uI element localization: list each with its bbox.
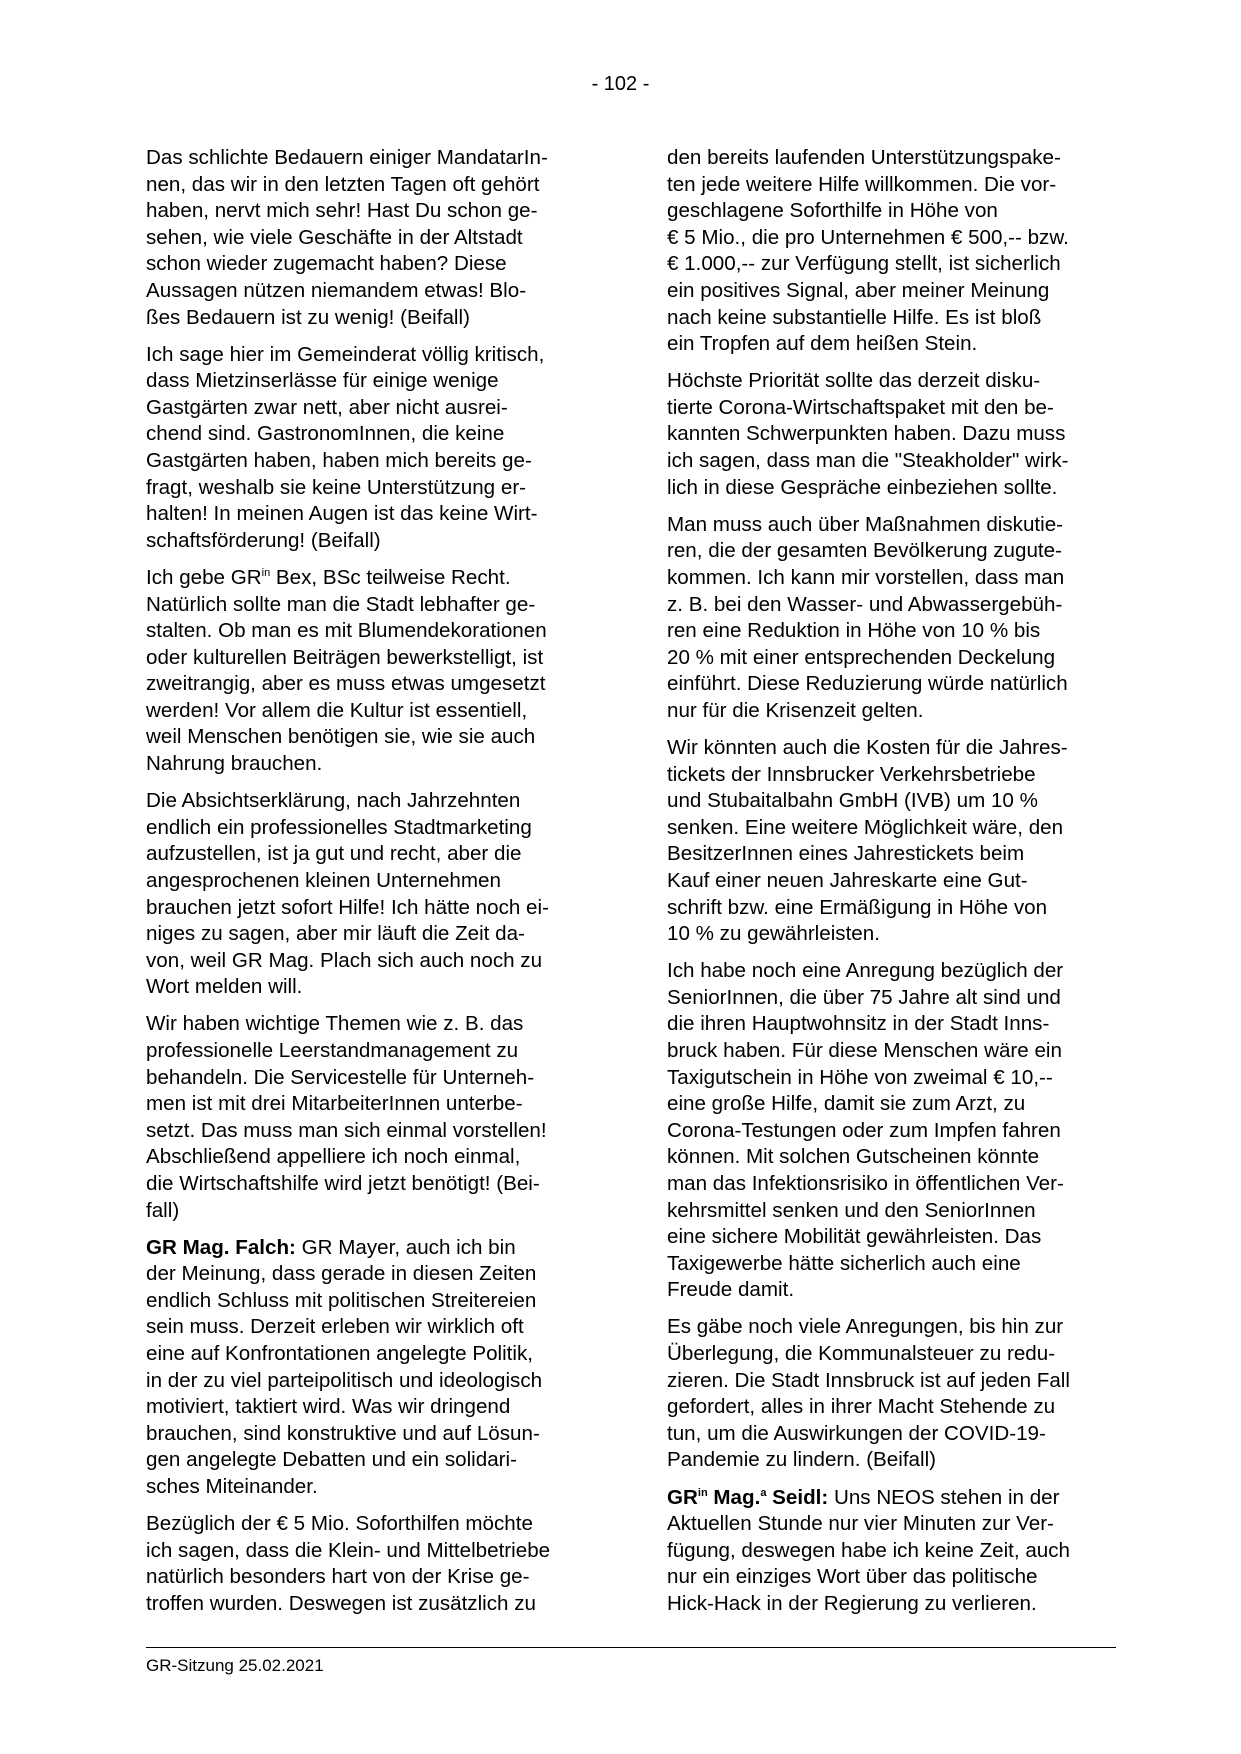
superscript: in	[261, 566, 271, 579]
line-text: fragt, weshalb sie keine Unterstützung er-	[146, 475, 527, 499]
text-line	[146, 724, 594, 751]
line-text: kehrsmittel senken und den SeniorInnen	[667, 1198, 1036, 1222]
line-text: Nahrung brauchen.	[146, 752, 323, 776]
line-text: weil Menschen benötigen sie, wie sie auch	[146, 725, 536, 749]
line-text: Das schlichte Bedauern einiger MandatarIn-	[146, 146, 548, 169]
text-line	[667, 788, 1115, 815]
line-text: Abschließend appelliere ich noch einmal,	[146, 1145, 521, 1169]
line-text: und Stubaitalbahn GmbH (IVB) um 10 %	[667, 789, 1038, 813]
line-text: endlich Schluss mit politischen Streitereien	[146, 1288, 537, 1312]
speaker-name: Mag.	[707, 1485, 761, 1509]
footer-divider	[146, 1647, 1116, 1648]
right-column	[667, 145, 1115, 1628]
line-text: setzt. Das muss man sich einmal vorstellen!	[146, 1118, 547, 1142]
line-text: nur für die Krisenzeit gelten.	[667, 698, 924, 722]
text-line	[146, 1288, 594, 1315]
text-line	[146, 895, 594, 922]
text-line	[146, 1198, 594, 1225]
line-text: eine sichere Mobilität gewährleisten. Das	[667, 1225, 1042, 1249]
line-text: ein Tropfen auf dem heißen Stein.	[667, 332, 978, 356]
line-text: niges zu sagen, aber mir läuft die Zeit da-	[146, 922, 525, 946]
text-line	[667, 198, 1115, 225]
text-line	[667, 735, 1115, 762]
text-line	[667, 1171, 1115, 1198]
line-text: Gastgärten haben, haben mich bereits ge-	[146, 449, 532, 473]
line-text: schon wieder zugemacht haben? Diese	[146, 252, 507, 276]
text-line	[667, 645, 1115, 672]
text-line	[667, 305, 1115, 332]
text-line	[146, 198, 594, 225]
line-text: Taxigewerbe hätte sicherlich auch eine	[667, 1251, 1021, 1275]
line-text: € 1.000,-- zur Verfügung stellt, ist sicherlich	[667, 252, 1061, 276]
line-text: troffen wurden. Deswegen ist zusätzlich zu	[146, 1591, 536, 1615]
line-text: GR Mayer, auch ich bin	[301, 1235, 516, 1259]
text-line	[146, 1421, 594, 1448]
paragraph	[667, 512, 1115, 725]
line-text: Höchste Priorität sollte das derzeit disku-	[667, 369, 1041, 393]
text-line	[667, 671, 1115, 698]
line-text: ich sagen, dass die Klein- und Mittelbetriebe	[146, 1538, 551, 1562]
text-line	[667, 958, 1115, 985]
text-line	[667, 1144, 1115, 1171]
text-line	[146, 1038, 594, 1065]
paragraph	[667, 958, 1115, 1304]
text-line	[667, 762, 1115, 789]
line-text: zweitrangig, aber es muss etwas umgesetzt	[146, 672, 546, 696]
text-line	[667, 1341, 1115, 1368]
text-line	[667, 1198, 1115, 1225]
line-text: Hick-Hack in der Regierung zu verlieren.	[667, 1591, 1037, 1615]
line-text: endlich ein professionelles Stadtmarketing	[146, 815, 532, 839]
line-text: fügung, deswegen habe ich keine Zeit, auch	[667, 1538, 1071, 1562]
text-line	[146, 278, 594, 305]
line-text: 20 % mit einer entsprechenden Deckelung	[667, 645, 1056, 669]
line-text: tickets der Innsbrucker Verkehrsbetriebe	[667, 762, 1036, 786]
text-line	[667, 868, 1115, 895]
text-line	[667, 1224, 1115, 1251]
text-line	[667, 841, 1115, 868]
text-line	[667, 1564, 1115, 1591]
text-line	[667, 251, 1115, 278]
line-text: brauchen jetzt sofort Hilfe! Ich hätte noch ei-	[146, 895, 549, 919]
paragraph	[146, 145, 594, 331]
text-line	[667, 1511, 1115, 1538]
text-line	[146, 1011, 594, 1038]
line-text: dass Mietzinserlässe für einige wenige	[146, 369, 499, 393]
paragraph	[667, 145, 1115, 358]
line-text: motiviert, taktiert wird. Was wir dringend	[146, 1395, 511, 1419]
footer-session-date: GR-Sitzung 25.02.2021	[146, 1656, 324, 1675]
text-line	[667, 368, 1115, 395]
line-text: Überlegung, die Kommunalsteuer zu redu-	[667, 1342, 1056, 1366]
line-text: professionelle Leerstandmanagement zu	[146, 1039, 519, 1062]
line-text: lich in diese Gespräche einbeziehen sollte.	[667, 475, 1058, 499]
line-text: 10 % zu gewährleisten.	[667, 922, 880, 946]
line-text: der Meinung, dass gerade in diesen Zeiten	[146, 1262, 537, 1286]
text-line	[146, 974, 594, 1001]
line-text: man das Infektionsrisiko in öffentlichen Ver-	[667, 1171, 1064, 1195]
line-text: sehen, wie viele Geschäfte in der Altstadt	[146, 225, 523, 249]
paragraph	[146, 788, 594, 1001]
paragraph	[667, 1485, 1115, 1618]
line-text: Die Absichtserklärung, nach Jahrzehnten	[146, 789, 521, 813]
text-line	[146, 1341, 594, 1368]
line-text: Aktuellen Stunde nur vier Minuten zur Ver-	[667, 1512, 1054, 1536]
text-line	[146, 1447, 594, 1474]
line-text: BesitzerInnen eines Jahrestickets beim	[667, 842, 1025, 866]
text-line	[146, 1144, 594, 1171]
text-line	[667, 1421, 1115, 1448]
line-text: ßes Bedauern ist zu wenig! (Beifall)	[146, 305, 470, 329]
paragraph	[146, 1235, 594, 1501]
text-line	[667, 448, 1115, 475]
text-line	[146, 618, 594, 645]
text-line	[146, 1235, 594, 1262]
text-line	[667, 1314, 1115, 1341]
text-line	[146, 1538, 594, 1565]
left-column	[146, 145, 594, 1628]
text-line	[146, 145, 594, 172]
text-line	[667, 698, 1115, 725]
line-text: ten jede weitere Hilfe willkommen. Die vor-	[667, 172, 1057, 196]
line-text: behandeln. Die Servicestelle für Unterneh-	[146, 1065, 535, 1089]
text-line	[667, 1447, 1115, 1474]
text-line	[667, 331, 1115, 358]
text-line	[667, 1091, 1115, 1118]
line-text: Gastgärten zwar nett, aber nicht ausrei-	[146, 395, 508, 419]
text-line	[667, 921, 1115, 948]
text-line	[146, 395, 594, 422]
line-text: senken. Eine weitere Möglichkeit wäre, den	[667, 815, 1064, 839]
text-line	[146, 1474, 594, 1501]
text-line	[146, 815, 594, 842]
line-text: tierte Corona-Wirtschaftspaket mit den be-	[667, 395, 1054, 419]
text-line	[146, 172, 594, 199]
line-text: werden! Vor allem die Kultur ist essentiell,	[146, 698, 528, 722]
text-line	[667, 1538, 1115, 1565]
paragraph	[667, 368, 1115, 501]
text-line	[146, 1261, 594, 1288]
text-line	[146, 1091, 594, 1118]
text-line	[667, 421, 1115, 448]
speaker-name: Seidl:	[766, 1485, 829, 1509]
line-text: gen angelegte Debatten und ein solidari-	[146, 1448, 517, 1472]
line-text: oder kulturellen Beiträgen bewerkstelligt, ist	[146, 645, 544, 669]
text-line	[146, 368, 594, 395]
text-line	[146, 698, 594, 725]
line-text: nach keine substantielle Hilfe. Es ist bloß	[667, 305, 1042, 329]
text-line	[667, 145, 1115, 172]
line-text: zieren. Die Stadt Innsbruck ist auf jeden Fall	[667, 1368, 1070, 1392]
text-line	[667, 1485, 1115, 1512]
text-line	[667, 815, 1115, 842]
line-text: Freude damit.	[667, 1278, 795, 1302]
text-line	[146, 1171, 594, 1198]
text-line	[146, 921, 594, 948]
line-text: brauchen, sind konstruktive und auf Lösun-	[146, 1421, 540, 1445]
line-text: Kauf einer neuen Jahreskarte eine Gut-	[667, 868, 1028, 892]
text-line	[667, 1394, 1115, 1421]
text-line	[146, 1368, 594, 1395]
speaker-name: GR Mag. Falch:	[146, 1235, 296, 1259]
line-text: bruck haben. Für diese Menschen wäre ein	[667, 1039, 1062, 1062]
line-text: Wir haben wichtige Themen wie z. B. das	[146, 1012, 524, 1036]
paragraph	[667, 1314, 1115, 1474]
text-line	[667, 1065, 1115, 1092]
text-line	[667, 565, 1115, 592]
text-line	[667, 1591, 1115, 1618]
line-text: nen, das wir in den letzten Tagen oft gehört	[146, 172, 540, 196]
line-text: sches Miteinander.	[146, 1475, 318, 1498]
text-line	[146, 592, 594, 619]
line-text: sein muss. Derzeit erleben wir wirklich oft	[146, 1315, 524, 1339]
text-line	[146, 421, 594, 448]
text-line	[667, 512, 1115, 539]
line-text: Corona-Testungen oder zum Impfen fahren	[667, 1118, 1061, 1142]
text-line	[146, 671, 594, 698]
superscript: a	[760, 1486, 767, 1499]
text-line	[146, 475, 594, 502]
line-text: schrift bzw. eine Ermäßigung in Höhe von	[667, 895, 1048, 919]
text-line	[146, 1065, 594, 1092]
line-text: ich sagen, dass man die "Steakholder" wirk-	[667, 449, 1069, 473]
text-line	[667, 475, 1115, 502]
line-text: fall)	[146, 1198, 180, 1222]
line-text: Ich sage hier im Gemeinderat völlig kritisch,	[146, 342, 545, 366]
line-text: Es gäbe noch viele Anregungen, bis hin zur	[667, 1315, 1064, 1339]
text-line	[667, 225, 1115, 252]
text-line	[667, 895, 1115, 922]
line-text: Natürlich sollte man die Stadt lebhafter ge-	[146, 592, 536, 616]
line-text: nur ein einziges Wort über das politische	[667, 1565, 1038, 1589]
text-line	[146, 1314, 594, 1341]
page-number: - 102 -	[591, 73, 650, 95]
text-line	[146, 448, 594, 475]
line-text: schaftsförderung! (Beifall)	[146, 528, 381, 552]
text-line	[667, 1038, 1115, 1065]
line-text: Ich habe noch eine Anregung bezüglich der	[667, 959, 1064, 983]
text-line	[667, 1011, 1115, 1038]
line-text: tun, um die Auswirkungen der COVID-19-	[667, 1421, 1046, 1445]
line-text: SeniorInnen, die über 75 Jahre alt sind und	[667, 985, 1061, 1009]
line-text: ein positives Signal, aber meiner Meinung	[667, 278, 1050, 302]
text-line	[667, 1277, 1115, 1304]
line-text: den bereits laufenden Unterstützungspake-	[667, 146, 1061, 169]
line-text: Pandemie zu lindern. (Beifall)	[667, 1448, 936, 1472]
line-text: € 5 Mio., die pro Unternehmen € 500,-- bzw.	[667, 225, 1069, 249]
line-text: Wir könnten auch die Kosten für die Jahres-	[667, 735, 1068, 759]
paragraph	[667, 735, 1115, 948]
line-text: stalten. Ob man es mit Blumendekorationen	[146, 619, 547, 643]
text-line	[146, 1394, 594, 1421]
text-line	[146, 225, 594, 252]
text-line	[667, 1251, 1115, 1278]
text-line	[146, 1118, 594, 1145]
text-line	[146, 788, 594, 815]
line-text: Bezüglich der € 5 Mio. Soforthilfen möchte	[146, 1512, 533, 1536]
line-text: angesprochenen kleinen Unternehmen	[146, 868, 501, 892]
line-text: Uns NEOS stehen in der	[833, 1485, 1060, 1509]
text-line	[146, 1511, 594, 1538]
text-line	[146, 528, 594, 555]
paragraph	[146, 342, 594, 555]
line-text: eine auf Konfrontationen angelegte Politik,	[146, 1342, 533, 1366]
text-line	[667, 172, 1115, 199]
text-line	[667, 395, 1115, 422]
line-text: halten! In meinen Augen ist das keine Wirt-	[146, 502, 538, 526]
line-text: die ihren Hauptwohnsitz in der Stadt Inns-	[667, 1012, 1050, 1036]
line-text: Taxigutschein in Höhe von zweimal € 10,--	[667, 1065, 1053, 1089]
line-text: in der zu viel parteipolitisch und ideologisch	[146, 1368, 543, 1392]
text-line	[667, 592, 1115, 619]
text-line	[146, 1564, 594, 1591]
line-text: gefordert, alles in ihrer Macht Stehende zu	[667, 1395, 1056, 1419]
text-line	[146, 565, 594, 592]
line-text: kannten Schwerpunkten haben. Dazu muss	[667, 422, 1066, 446]
line-text: Aussagen nützen niemandem etwas! Blo-	[146, 278, 527, 302]
text-line	[146, 948, 594, 975]
line-text: aufzustellen, ist ja gut und recht, aber die	[146, 842, 522, 866]
line-text: von, weil GR Mag. Plach sich auch noch zu	[146, 948, 543, 972]
text-line	[146, 841, 594, 868]
text-line	[146, 305, 594, 332]
line-text: eine große Hilfe, damit sie zum Arzt, zu	[667, 1092, 1026, 1116]
speaker-name: GR	[667, 1485, 698, 1509]
text-line	[146, 645, 594, 672]
line-text: chend sind. GastronomInnen, die keine	[146, 422, 505, 446]
paragraph	[146, 1011, 594, 1224]
line-text: Man muss auch über Maßnahmen diskutie-	[667, 512, 1064, 536]
paragraph	[146, 565, 594, 778]
text-line	[146, 868, 594, 895]
line-text: die Wirtschaftshilfe wird jetzt benötigt! (Bei-	[146, 1171, 540, 1195]
text-line	[667, 538, 1115, 565]
line-text: einführt. Diese Reduzierung würde natürlich	[667, 672, 1068, 696]
paragraph	[146, 1511, 594, 1617]
text-line	[667, 618, 1115, 645]
line-text: kommen. Ich kann mir vorstellen, dass man	[667, 565, 1065, 589]
text-line	[146, 342, 594, 369]
text-line	[667, 985, 1115, 1012]
superscript: in	[697, 1486, 708, 1499]
text-line	[667, 1368, 1115, 1395]
line-text: haben, nervt mich sehr! Hast Du schon ge-	[146, 199, 538, 223]
text-line	[146, 751, 594, 778]
text-line	[146, 501, 594, 528]
line-text: geschlagene Soforthilfe in Höhe von	[667, 199, 998, 223]
line-text: natürlich besonders hart von der Krise ge-	[146, 1565, 530, 1589]
text-line	[667, 1118, 1115, 1145]
line-text: können. Mit solchen Gutscheinen könnte	[667, 1145, 1040, 1169]
line-text: z. B. bei den Wasser- und Abwassergebüh-	[667, 592, 1063, 616]
text-line	[146, 251, 594, 278]
text-line	[667, 278, 1115, 305]
line-text: Wort melden will.	[146, 975, 303, 999]
text-line	[146, 1591, 594, 1618]
line-text: men ist mit drei MitarbeiterInnen unterbe-	[146, 1092, 523, 1116]
line-text: ren eine Reduktion in Höhe von 10 % bis	[667, 619, 1041, 643]
line-text: ren, die der gesamten Bevölkerung zugute-	[667, 539, 1062, 563]
line-text: Bex, BSc teilweise Recht.	[275, 565, 511, 589]
inline-text: Ich gebe GR	[146, 565, 262, 589]
